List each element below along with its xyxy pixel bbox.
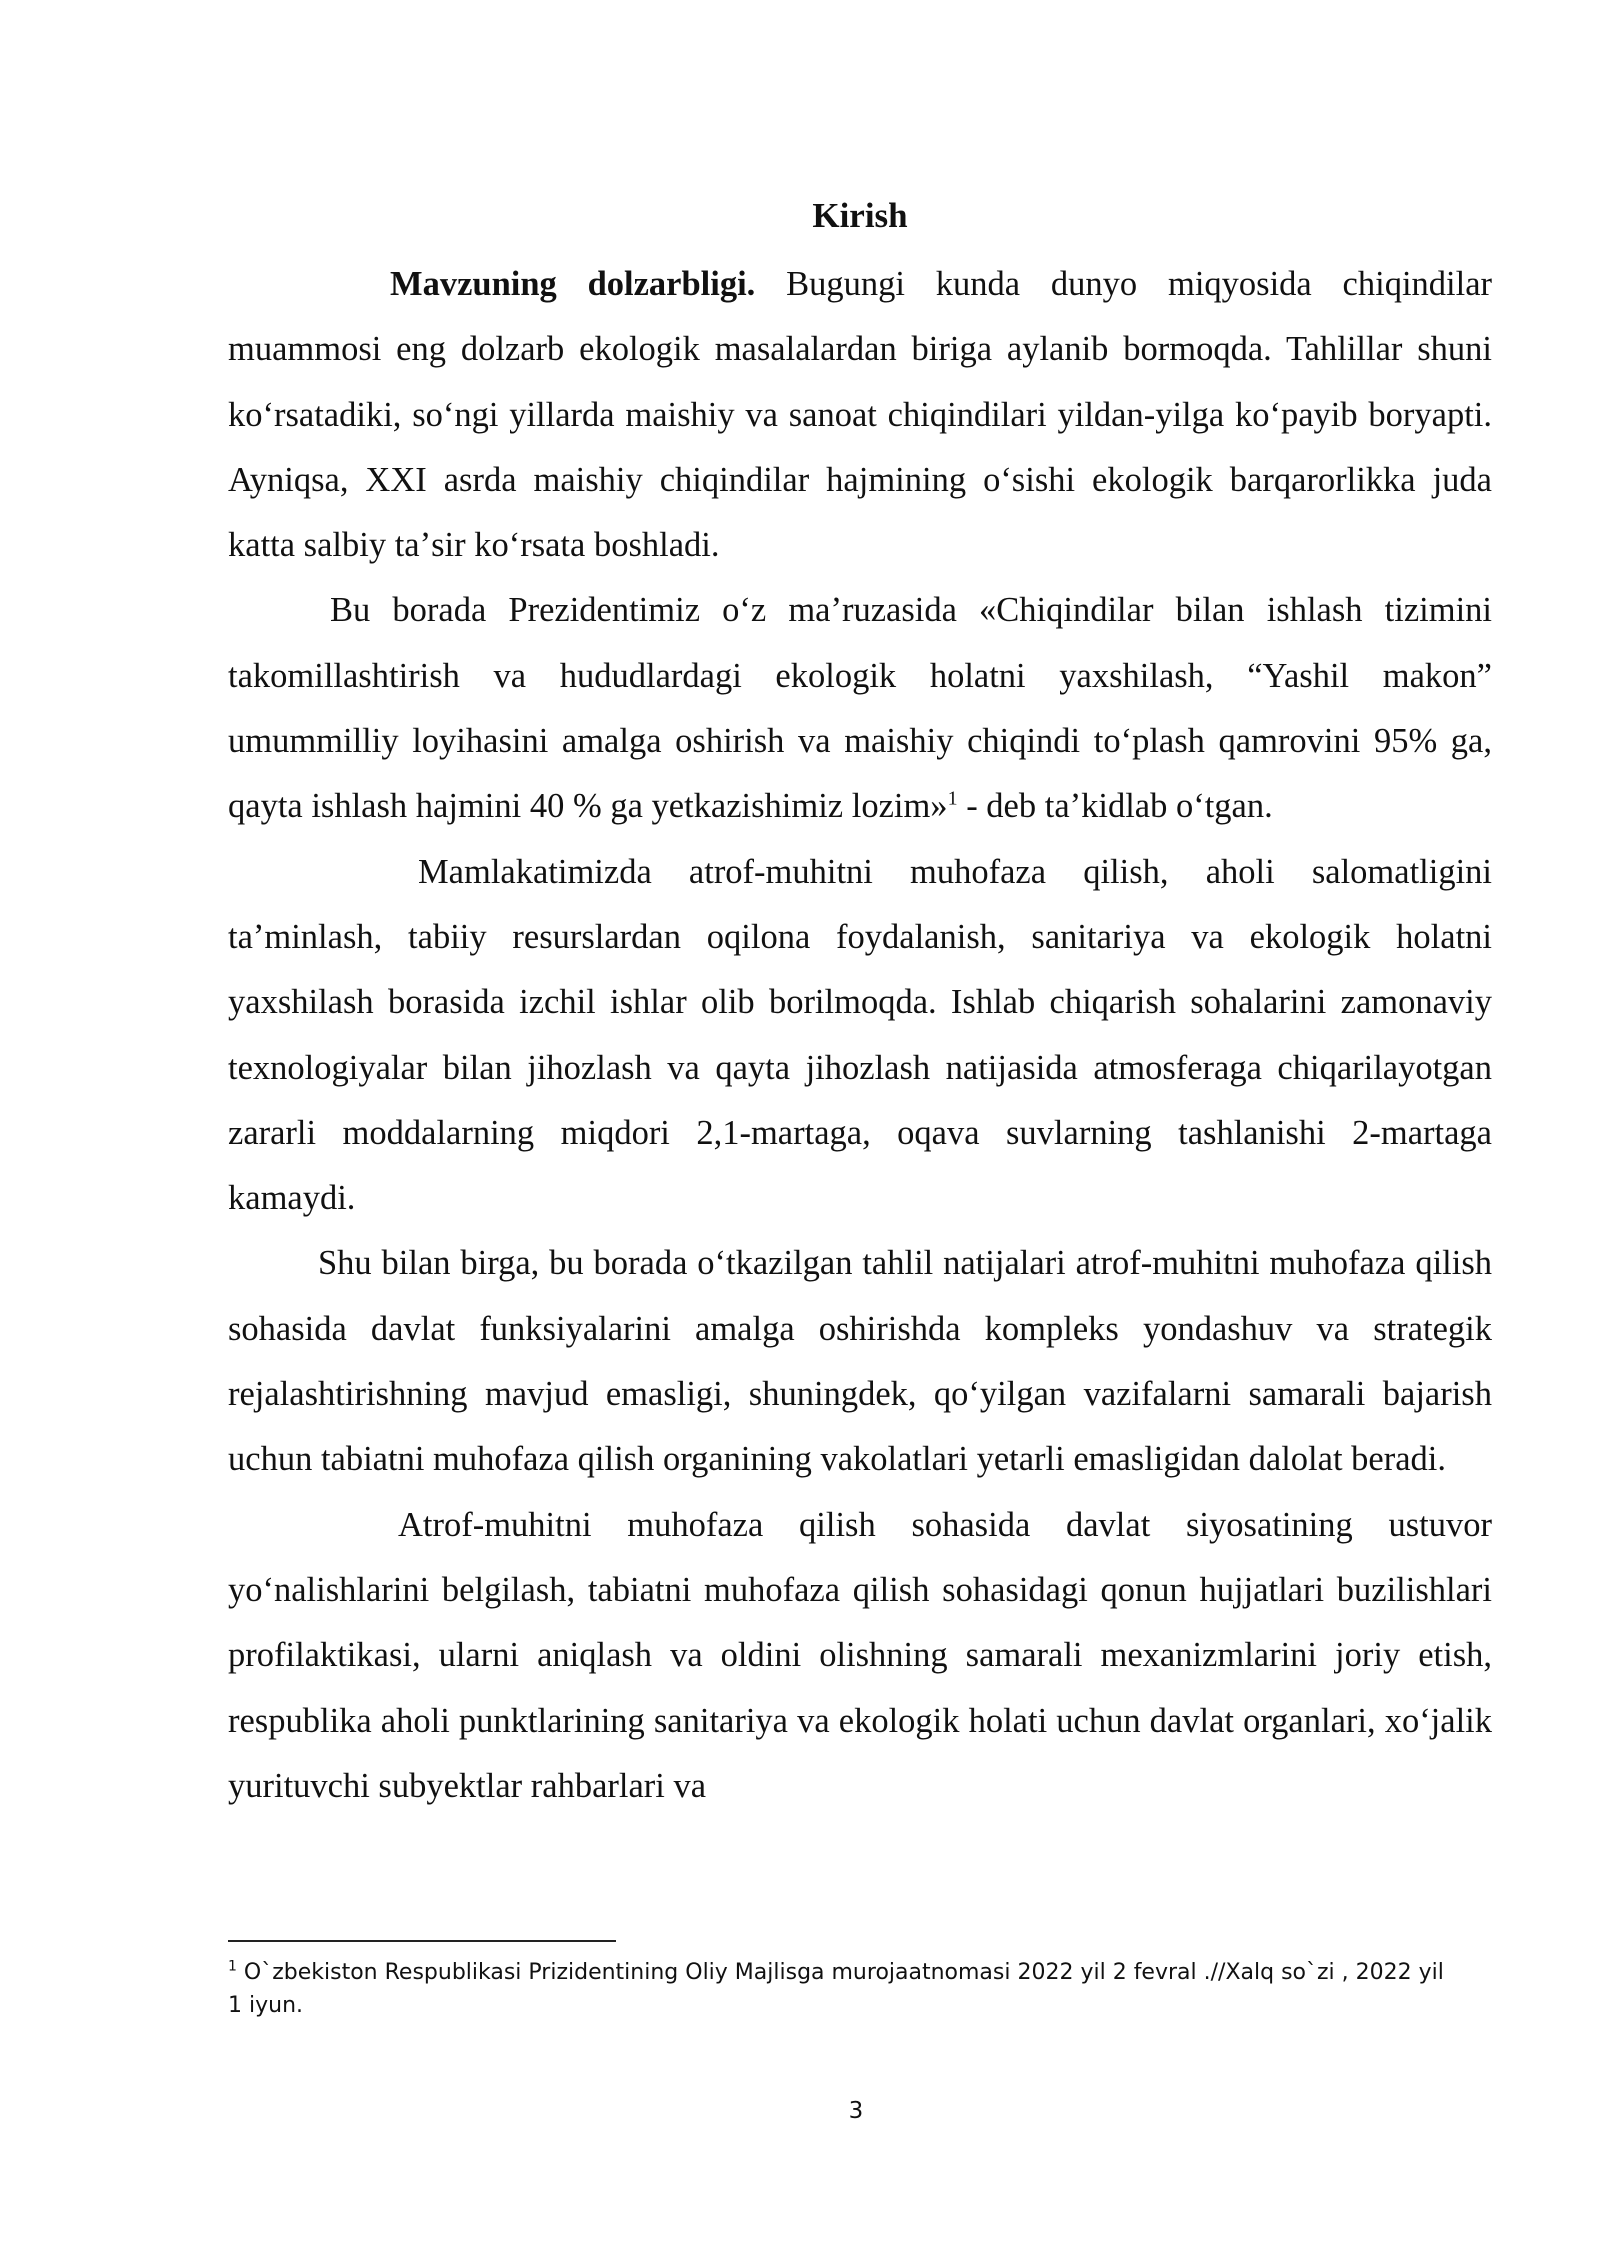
paragraph-lead: Mavzuning dolzarbligi. xyxy=(390,265,756,303)
paragraph-text: Shu bilan birga, bu borada oʻtkazilgan tahlil natijalari atrof-muhitni muhofaza qilish sohasida davlat funksiyalarini amalga oshirishda kompleks yondashuv va strategik rejalashtirishning mavjud emasligi, shuningdek, qoʻyilgan vazifalarni samarali bajarish uchun tabiatni muhofaza qilish organining vakolatlari yetarli emasligidan dalolat beradi. xyxy=(228,1244,1492,1479)
footnote-separator xyxy=(228,1940,616,1942)
paragraph-analysis-results xyxy=(228,1231,1492,1492)
paragraph-policy-priorities xyxy=(228,1493,1492,1819)
paragraph-text: Atrof-muhitni muhofaza qilish sohasida davlat siyosatining ustuvor yoʻnalishlarini belgilash, tabiatni muhofaza qilish sohasidagi qonun hujjatlari buzilishlari profilaktikasi, ularni aniqlash va oldini olishning samarali mexanizmlarini joriy etish, respublika aholi punktlarining sanitariya va ekologik holati uchun davlat organlari, xoʻjalik yurituvchi subyektlar rahbarlari va xyxy=(228,1505,1492,1805)
paragraph-president-quote xyxy=(228,578,1492,839)
footnote-marker: 1 xyxy=(228,1958,237,1975)
footnote xyxy=(228,1956,1458,2022)
paragraph-relevance xyxy=(228,252,1492,578)
footnote-text: O`zbekiston Respublikasi Prizidentining Oliy Majlisga murojaatnomasi 2022 yil 2 fevral .//Xalq so`zi , 2022 yil 1 iyun. xyxy=(228,1960,1444,2018)
paragraph-text: Bugungi kunda dunyo miqyosida chiqindilar muammosi eng dolzarb ekologik masalalardan biriga aylanib bormoqda. Tahlillar shuni koʻrsatadiki, soʻngi yillarda maishiy va sanoat chiqindilari yildan-yilga koʻpayib boryapti. Ayniqsa, XXI asrda maishiy chiqindilar hajmining oʻsishi ekologik barqarorlikka juda katta salbiy taʼsir koʻrsata boshladi. xyxy=(228,265,1492,565)
page-number: 3 xyxy=(848,2098,864,2124)
paragraph-text: - deb taʼkidlab oʻtgan. xyxy=(957,787,1273,826)
footnote-reference[interactable]: 1 xyxy=(947,787,958,810)
body-text xyxy=(228,252,1492,1819)
paragraph-text: Bu borada Prezidentimiz oʻz maʼruzasida «Chiqindilar bilan ishlash tizimini takomillashtirish va hududlardagi ekologik holatni yaxshilash, “Yashil makon” umummilliy loyihasini amalga oshirish va maishiy chiqindi toʻplash qamrovini 95% ga, qayta ishlash hajmini 40 % ga yetkazishimiz lozim» xyxy=(228,591,1492,826)
paragraph-text: Mamlakatimizda atrof-muhitni muhofaza qilish, aholi salomatligini taʼminlash, tabiiy resurslardan oqilona foydalanish, sanitariya va ekologik holatni yaxshilash borasida izchil ishlar olib borilmoqda. Ishlab chiqarish sohalarini zamonaviy texnologiyalar bilan jihozlash va qayta jihozlash natijasida atmosferaga chiqarilayotgan zararli moddalarning miqdori 2,1-martaga, oqava suvlarning tashlanishi 2-martaga kamaydi. xyxy=(228,852,1492,1218)
section-heading: Kirish xyxy=(812,196,908,235)
paragraph-environment-protection xyxy=(228,840,1492,1232)
